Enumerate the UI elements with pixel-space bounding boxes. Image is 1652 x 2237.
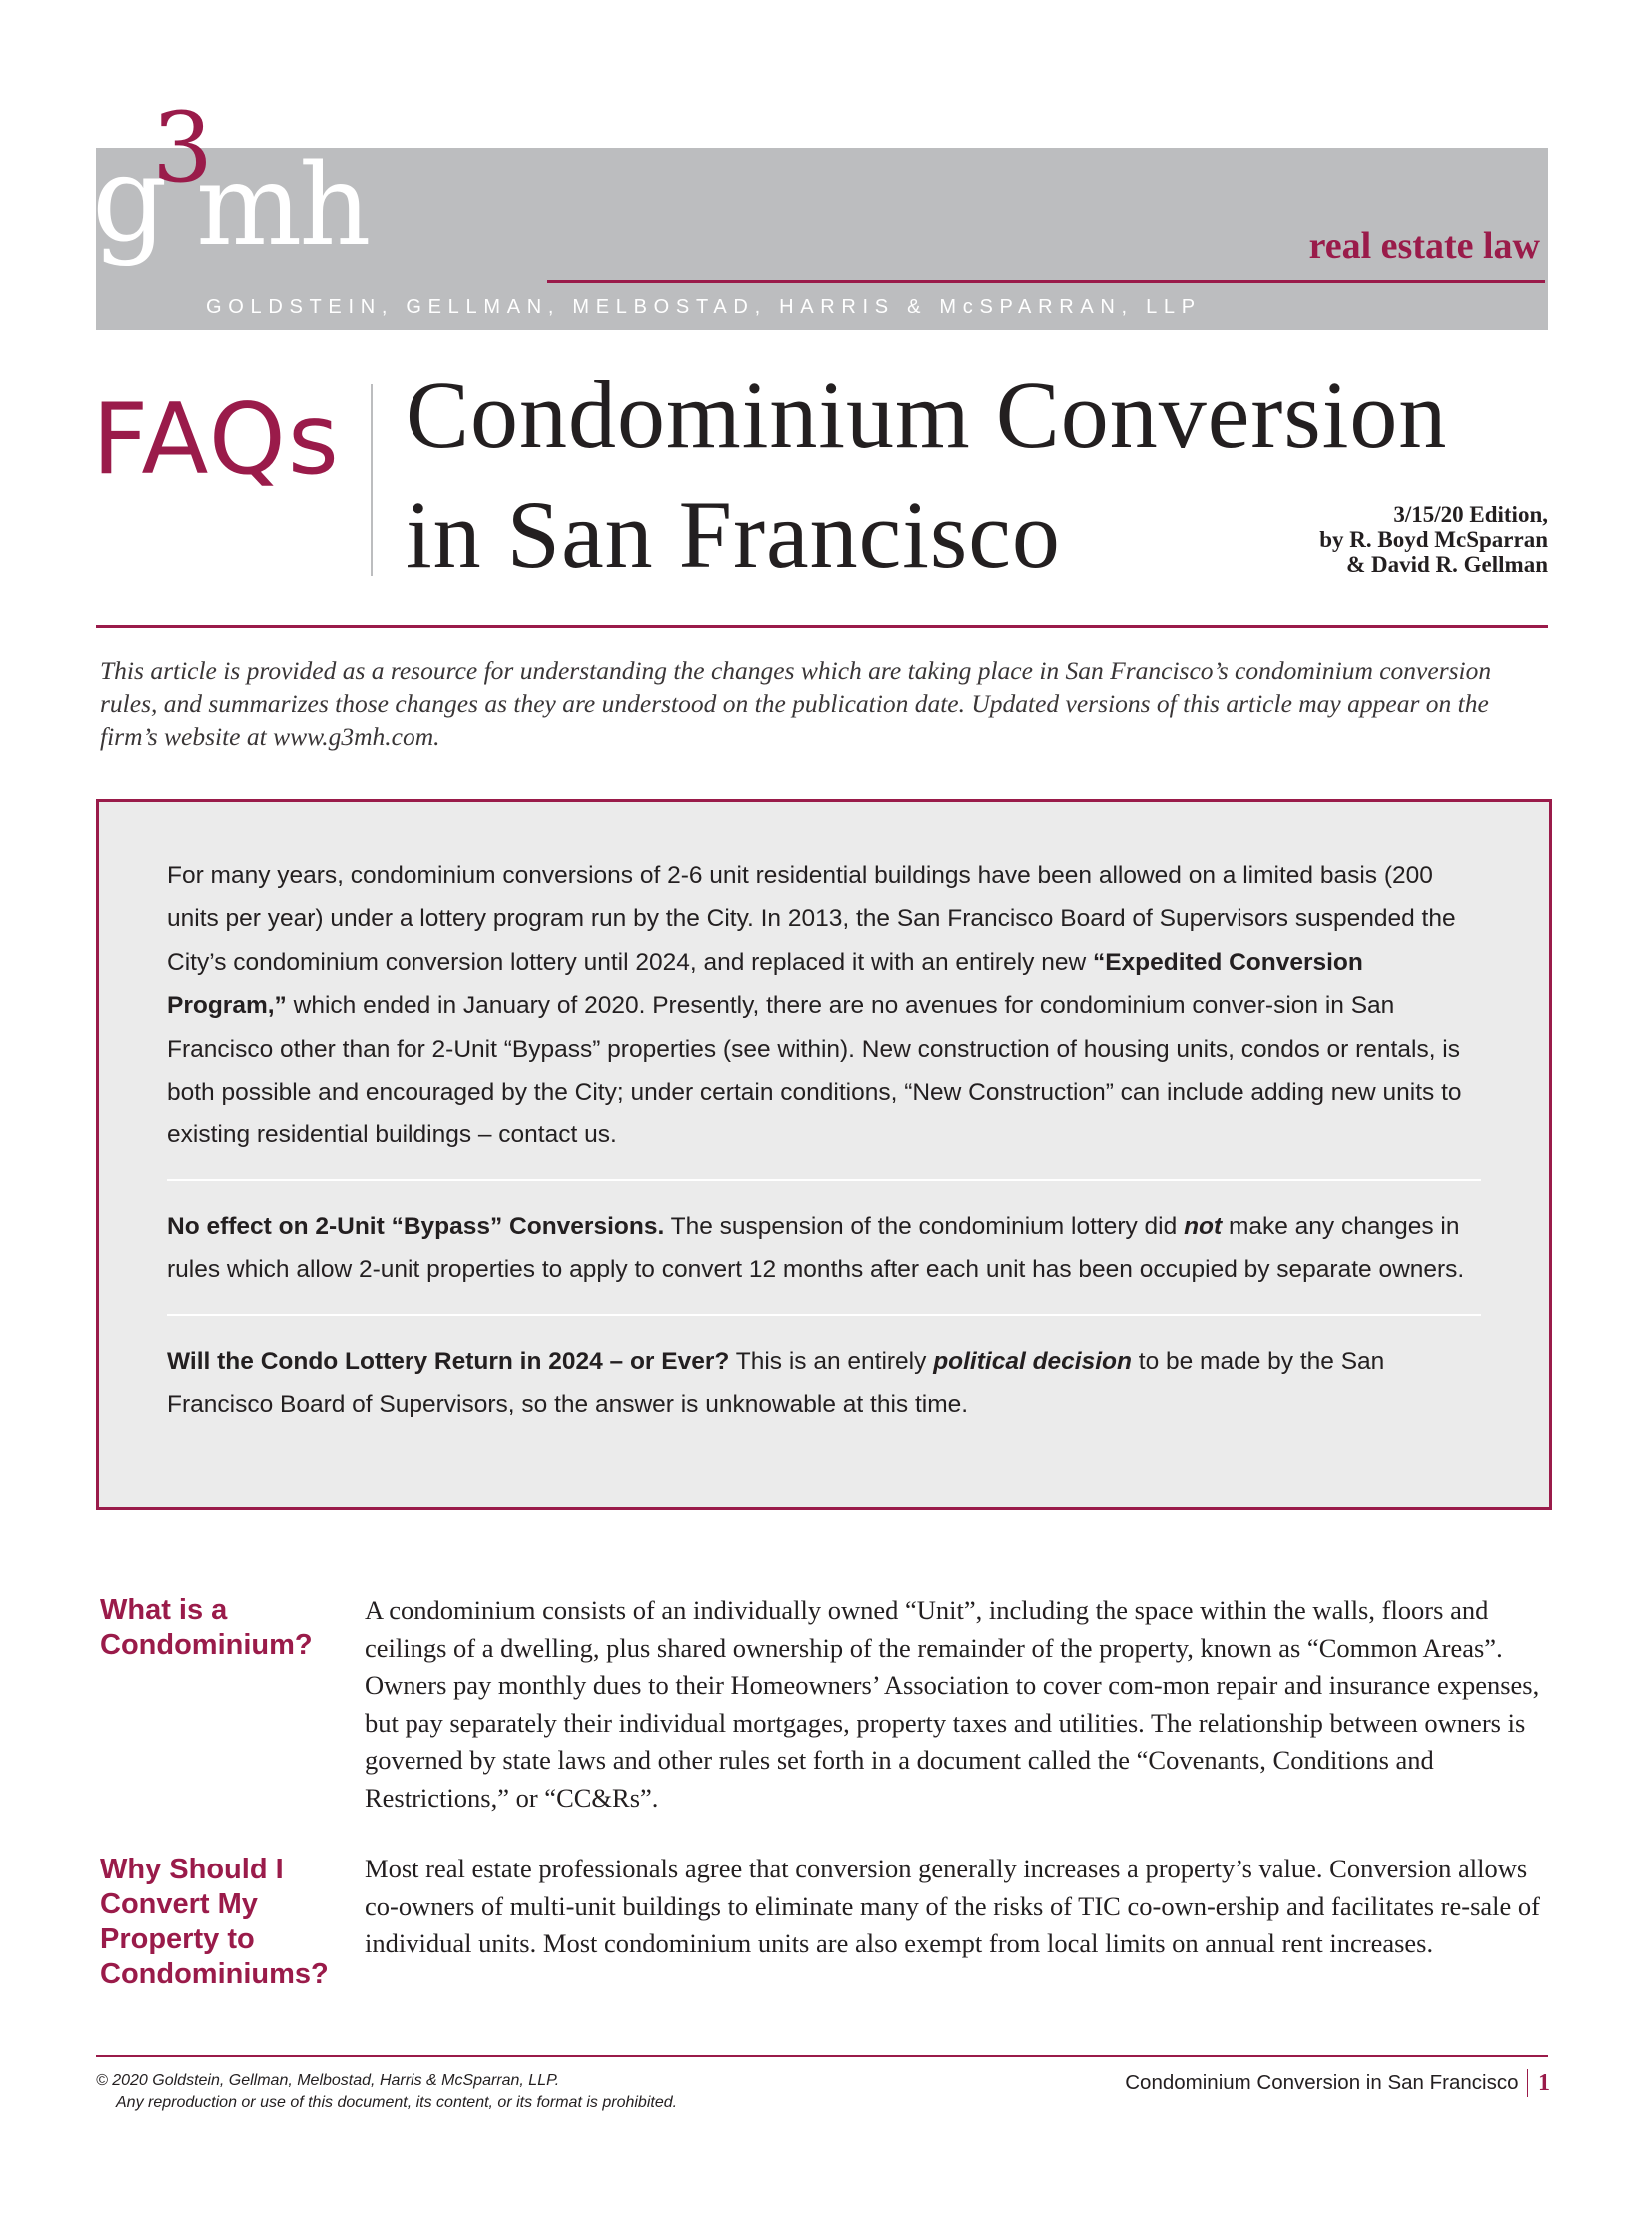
reproduction-notice: Any reproduction or use of this document, its content, or its format is prohibited. <box>116 2094 678 2111</box>
faqs-label: FAQs <box>92 383 341 497</box>
lottery-return-heading: Will the Condo Lottery Return in 2024 – or Ever? <box>167 1347 730 1375</box>
summary-paragraph-lottery-return: Will the Condo Lottery Return in 2024 – or Ever? This is an entirely political decision to be made by the San Francisco Board of Supervisors, so the answer is unknowable at this time. <box>167 1347 1385 1419</box>
edition-date: 3/15/20 Edition, <box>1393 502 1548 527</box>
practice-area-tagline: real estate law <box>1308 225 1540 267</box>
expedited-program-term: “Expedited Conversion Program,” <box>167 948 1363 1020</box>
faq-question-why-convert: Why Should I Convert My Property to Condominiums? <box>100 1854 329 1990</box>
title-rule <box>96 625 1548 628</box>
document-title-line-2: in San Francisco <box>406 481 1061 588</box>
bypass-heading: No effect on 2-Unit “Bypass” Conversions. <box>167 1212 665 1240</box>
header-rule <box>547 280 1545 283</box>
summary-divider <box>167 1179 1481 1181</box>
faq-answer-what-is-condominium: A condominium consists of an individually owned “Unit”, including the space within the walls, floors and ceilings of a dwelling, plus shared ownership of the remainder of the property, known as “Common Areas”. Owners pay monthly dues to their Homeowners’ Association to cover com-mon repair and insurance expenses, but pay separately their individual mortgages, property taxes and utilities. The relationship between owners is governed by state laws and other rules set forth in a document called the “Covenants, Conditions and Restrictions,” or “CC&Rs”. <box>365 1595 1540 1813</box>
logo-letter-g: g <box>92 130 164 268</box>
emphasis-political-decision: political decision <box>933 1347 1132 1375</box>
author-line-1: by R. Boyd McSparran <box>1319 527 1548 552</box>
title-divider <box>371 384 373 576</box>
faq-question-what-is-condominium: What is a Condominium? <box>100 1594 313 1661</box>
emphasis-not: not <box>1184 1212 1223 1240</box>
logo-numeral-3: 3 <box>152 92 214 204</box>
footer-rule <box>96 2055 1548 2057</box>
page-number: 1 <box>1538 2069 1550 2096</box>
logo-letters-mh: mh <box>196 141 369 271</box>
firm-name: GOLDSTEIN, GELLMAN, MELBOSTAD, HARRIS & McSPARRAN, LLP <box>206 296 1202 318</box>
copyright-notice <box>96 2070 677 2114</box>
intro-paragraph: This article is provided as a resource for understanding the changes which are taking place in San Francisco’s condominium conversion rules, and summarizes those changes as they are understood on the publication date. Updated versions of this article may appear on the firm’s website at www.g3mh.com. <box>100 656 1492 751</box>
running-footer <box>1125 2069 1550 2097</box>
footer-separator <box>1527 2069 1529 2097</box>
footer-document-title: Condominium Conversion in San Francisco <box>1125 2071 1519 2094</box>
summary-divider <box>167 1314 1481 1316</box>
document-title-line-1: Condominium Conversion <box>406 362 1448 468</box>
summary-paragraph-history: For many years, condominium conversions of 2-6 unit residential buildings have been allowed on a limited basis (200 units per year) under a lottery program run by the City. In 2013, the San Francisco Board of Supervisors suspended the City’s condominium conversion lottery until 2024, and replaced it with an entirely new “Expedited Conversion Program,” which ended in January of 2020. Presently, there are no avenues for condominium conver-sion in San Francisco other than for 2-Unit “Bypass” properties (see within). New construction of housing units, condos or rentals, is both possible and encouraged by the City; under certain conditions, “New Construction” can include adding new units to existing residential buildings – contact us. <box>167 862 1462 1149</box>
copyright-line: © 2020 Goldstein, Gellman, Melbostad, Harris & McSparran, LLP. <box>96 2072 560 2089</box>
faq-answer-why-convert: Most real estate professionals agree that conversion generally increases a property’s value. Conversion allows co-owners of multi-unit buildings to eliminate many of the risks of TIC co-own-ership and facilitates re-sale of individual units. Most condominium units are also exempt from local limits on annual rent increases. <box>365 1854 1540 1958</box>
summary-box <box>96 799 1552 1510</box>
author-line-2: & David R. Gellman <box>1346 552 1548 577</box>
summary-paragraph-bypass: No effect on 2-Unit “Bypass” Conversions. The suspension of the condominium lottery did not make any changes in rules which allow 2-unit properties to apply to convert 12 months after each unit has been occupied by separate owners. <box>167 1212 1465 1284</box>
edition-byline <box>1319 502 1548 577</box>
